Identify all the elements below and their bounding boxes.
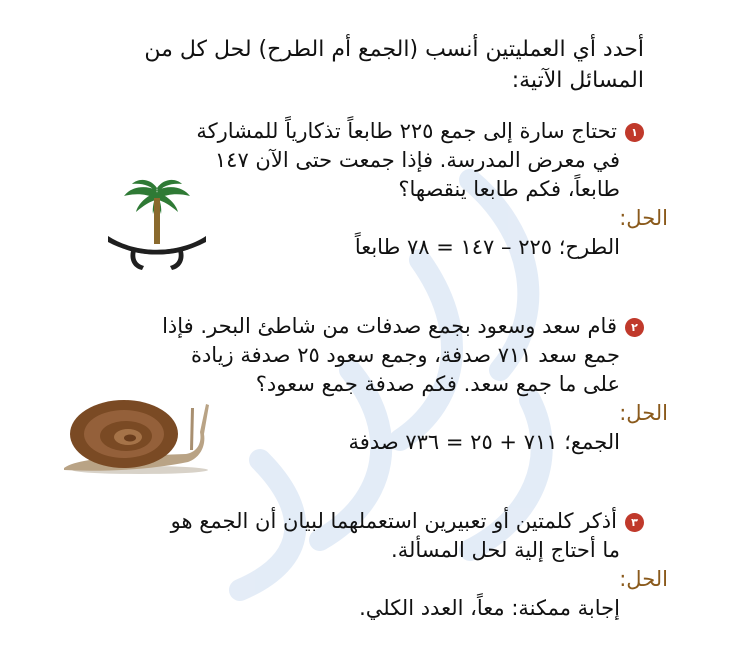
solution-answer: إجابة ممكنة: معاً، العدد الكلي. <box>359 596 620 620</box>
problem-text-line: أذكر كلمتين أو تعبيرين استعملهما لبيان أن الجمع هو <box>170 509 617 533</box>
instruction-text <box>84 34 644 96</box>
problem-number-badge: ١ <box>625 123 644 142</box>
problem-3 <box>64 507 668 623</box>
problem-text-line: جمع سعد ٧١١ صدفة، وجمع سعود ٢٥ صدفة زيادة <box>190 343 620 367</box>
solution-answer: الجمع؛ ٧١١ + ٢٥ = ٧٣٦ صدفة <box>348 430 620 454</box>
instruction-line-2: المسائل الآتية: <box>511 68 644 93</box>
solution-label: الحل: <box>619 401 668 425</box>
problem-text-line: طابعاً، فكم طابعا ينقصها؟ <box>398 177 620 201</box>
problem-text-line: على ما جمع سعد. فكم صدفة جمع سعود؟ <box>255 372 620 396</box>
problem-text-line: تحتاج سارة إلى جمع ٢٢٥ طابعاً تذكارياً للمشاركة <box>196 119 617 143</box>
problem-2 <box>64 312 668 457</box>
problem-1 <box>64 117 668 262</box>
problem-text-line: في معرض المدرسة. فإذا جمعت حتى الآن ١٤٧ <box>214 148 620 172</box>
problem-text-line: ما أحتاج إلية لحل المسألة. <box>391 538 620 562</box>
instruction-line-1: أحدد أي العمليتين أنسب (الجمع أم الطرح) لحل كل من <box>144 37 644 62</box>
solution-answer: الطرح؛ ٢٢٥ – ١٤٧ = ٧٨ طابعاً <box>354 235 620 259</box>
solution-label: الحل: <box>619 206 668 230</box>
problem-number-badge: ٢ <box>625 318 644 337</box>
problem-text-line: قام سعد وسعود بجمع صدفات من شاطئ البحر. فإذا <box>162 314 617 338</box>
solution-label: الحل: <box>619 567 668 591</box>
problem-number-badge: ٣ <box>625 513 644 532</box>
